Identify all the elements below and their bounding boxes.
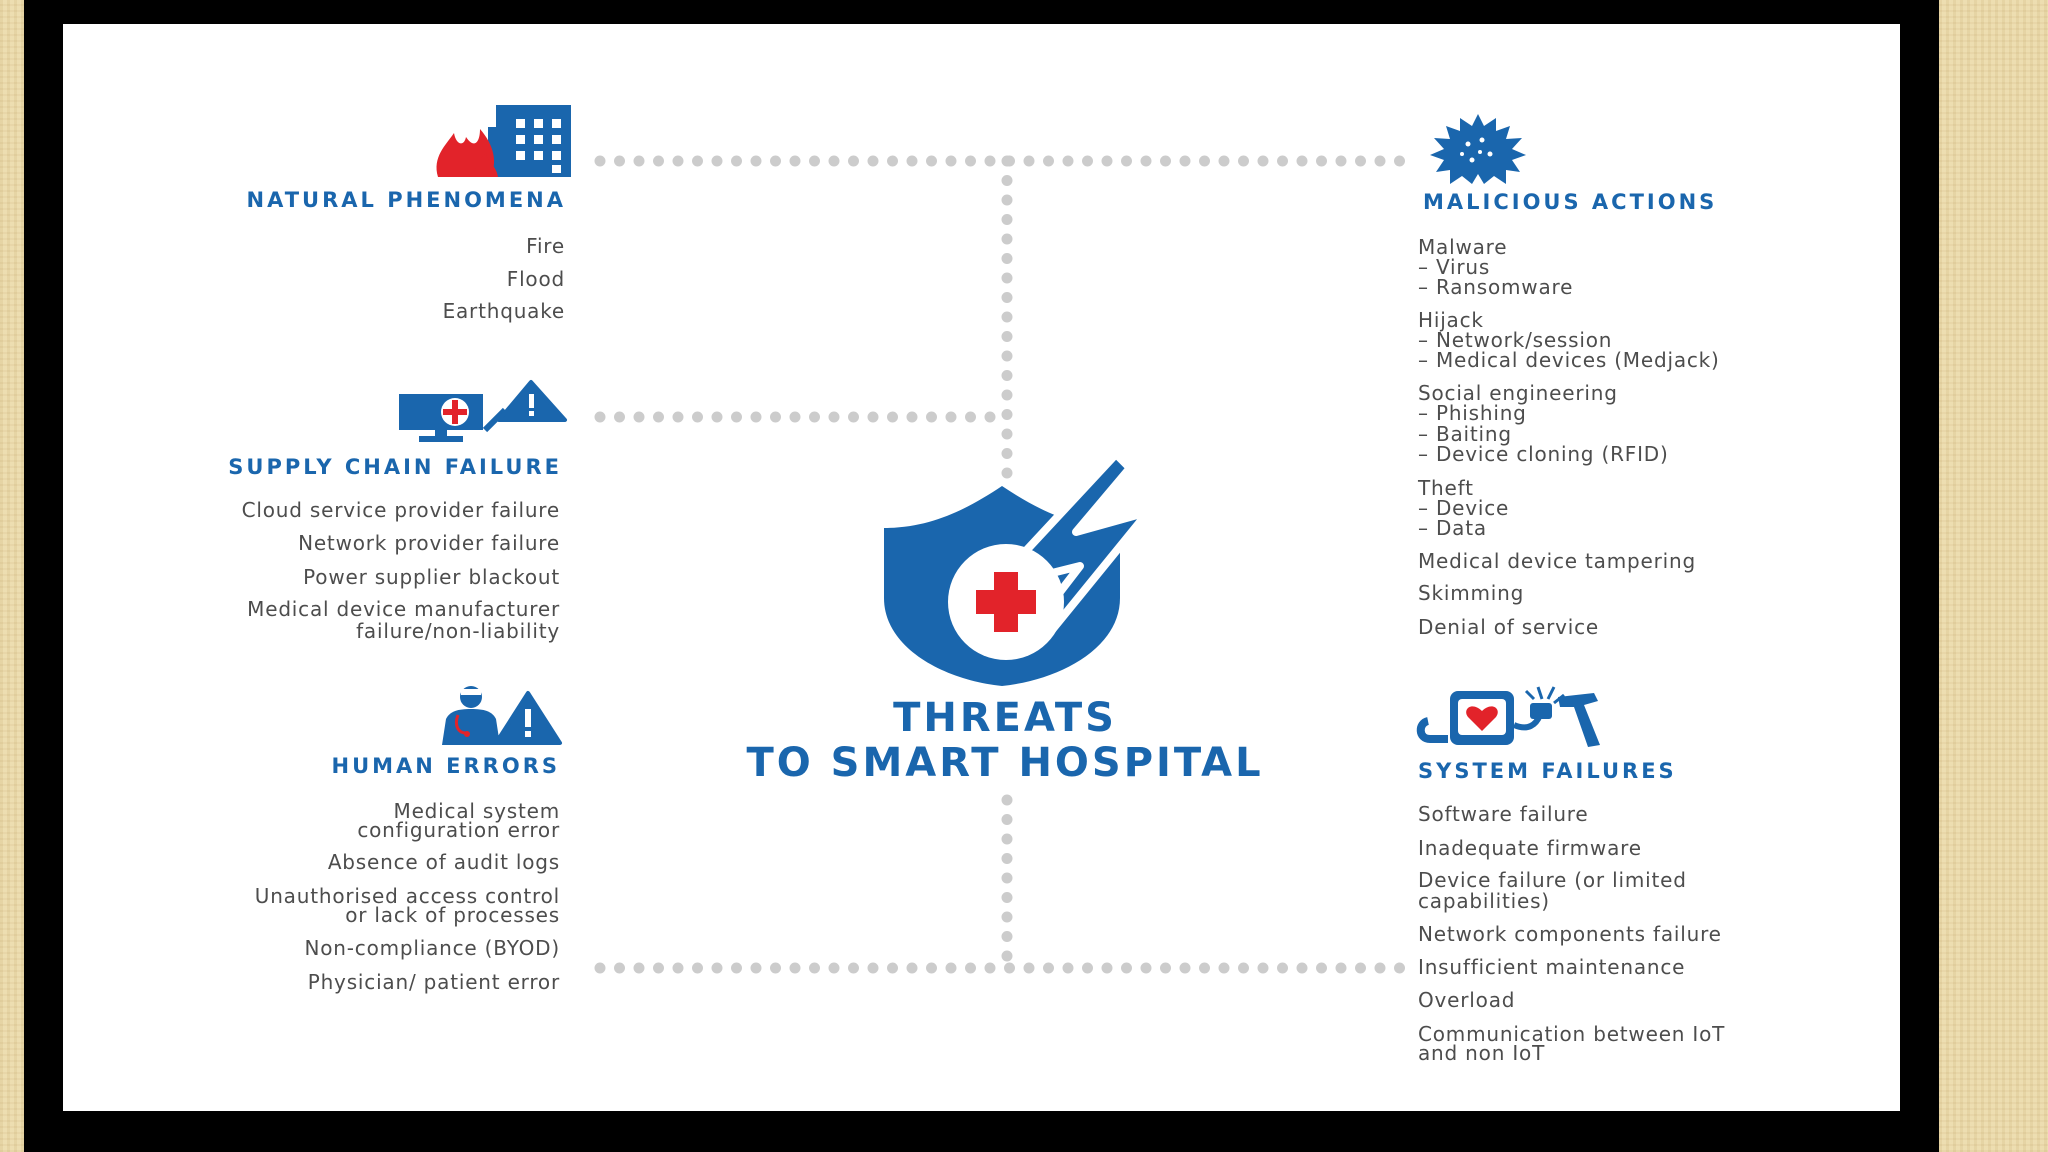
malicious-item-device-cloning: – Device cloning (RFID) <box>1418 442 1669 466</box>
malicious-item-network-session: – Network/session <box>1418 328 1613 352</box>
malicious-item-tampering: Medical device tampering <box>1418 549 1696 573</box>
malicious-item-hijack: Hijack <box>1418 308 1484 332</box>
malicious-item-social-engineering: Social engineering <box>1418 381 1618 405</box>
supply-chain-title: SUPPLY CHAIN FAILURE <box>228 455 562 479</box>
system-item-overload: Overload <box>1418 988 1516 1012</box>
supply-item-manufacturer: Medical device manufacturer <box>247 597 560 621</box>
system-item-network-components: Network components failure <box>1418 922 1722 946</box>
natural-item-fire: Fire <box>526 234 565 258</box>
human-item-configuration: configuration error <box>357 818 560 842</box>
malicious-actions-title: MALICIOUS ACTIONS <box>1423 190 1718 214</box>
system-item-maintenance: Insufficient maintenance <box>1418 955 1686 979</box>
system-item-firmware: Inadequate firmware <box>1418 836 1642 860</box>
malicious-item-medjack: – Medical devices (Medjack) <box>1418 348 1720 372</box>
malicious-item-theft-device: – Device <box>1418 496 1510 520</box>
system-failures-title: SYSTEM FAILURES <box>1418 759 1677 783</box>
system-item-capabilities: capabilities) <box>1418 889 1550 913</box>
supply-item-network: Network provider failure <box>298 531 560 555</box>
malicious-item-malware: Malware <box>1418 235 1508 259</box>
malicious-item-virus: – Virus <box>1418 255 1491 279</box>
fire-building-icon <box>436 105 571 177</box>
human-item-audit-logs: Absence of audit logs <box>327 850 560 874</box>
natural-item-earthquake: Earthquake <box>442 299 565 323</box>
main-title-line2: TO SMART HOSPITAL <box>746 740 1264 786</box>
malicious-item-baiting: – Baiting <box>1418 422 1512 446</box>
malicious-item-ransomware: – Ransomware <box>1418 275 1574 299</box>
shield-lightning-icon <box>880 458 1200 688</box>
system-item-communication: Communication between IoT <box>1418 1022 1726 1046</box>
main-title-line1: THREATS <box>893 695 1117 741</box>
medical-device-icon <box>1418 685 1604 751</box>
system-item-non-iot: and non IoT <box>1418 1041 1546 1065</box>
malicious-item-theft: Theft <box>1418 476 1474 500</box>
malicious-item-theft-data: – Data <box>1418 516 1487 540</box>
monitor-warning-icon <box>399 380 565 442</box>
virus-icon <box>1418 114 1538 184</box>
human-errors-title: HUMAN ERRORS <box>331 754 560 778</box>
supply-item-non-liability: failure/non-liability <box>356 619 560 643</box>
doctor-warning-icon <box>428 685 562 745</box>
natural-item-flood: Flood <box>506 267 565 291</box>
system-item-device-failure: Device failure (or limited <box>1418 868 1687 892</box>
natural-phenomena-title: NATURAL PHENOMENA <box>246 188 566 212</box>
human-item-processes: or lack of processes <box>345 903 560 927</box>
human-item-physician: Physician/ patient error <box>307 970 560 994</box>
human-item-access-control: Unauthorised access control <box>254 884 560 908</box>
malicious-item-phishing: – Phishing <box>1418 401 1527 425</box>
malicious-item-denial-of-service: Denial of service <box>1418 615 1599 639</box>
human-item-byod: Non-compliance (BYOD) <box>304 936 560 960</box>
human-item-medical-system: Medical system <box>393 799 560 823</box>
supply-item-cloud: Cloud service provider failure <box>241 498 560 522</box>
system-item-software: Software failure <box>1418 802 1589 826</box>
malicious-item-skimming: Skimming <box>1418 581 1525 605</box>
supply-item-power: Power supplier blackout <box>303 565 560 589</box>
